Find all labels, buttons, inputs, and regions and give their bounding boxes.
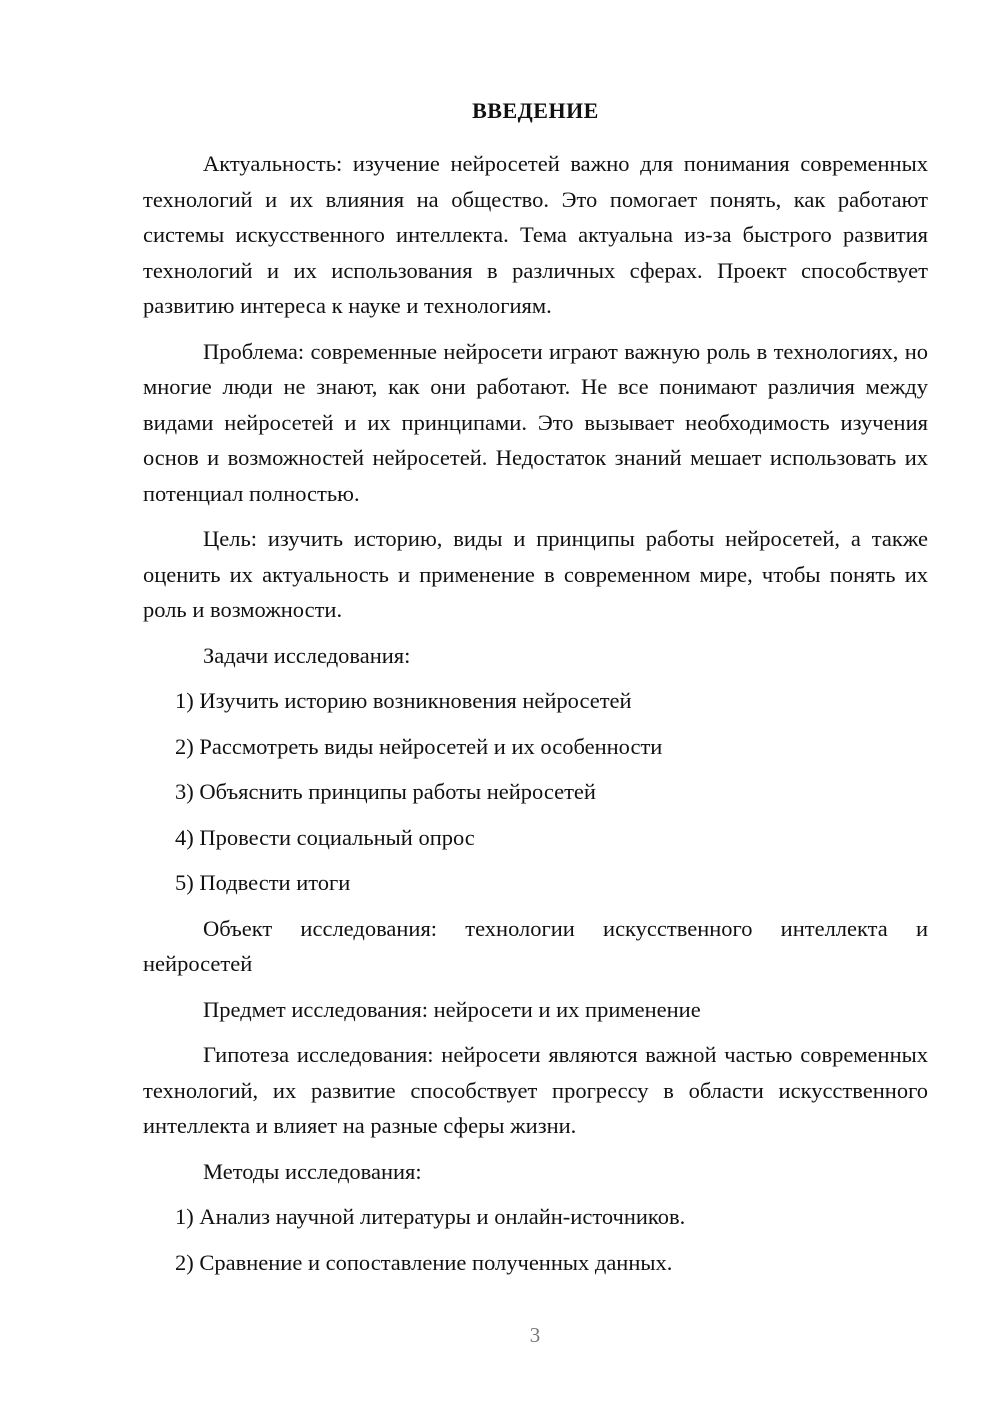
document-page: [143, 96, 928, 1290]
page-number: 3: [529, 1323, 541, 1347]
section-title: ВВЕДЕНИЕ: [472, 98, 599, 123]
methods-heading: Методы исследования:: [203, 1158, 422, 1184]
subject-paragraph: Предмет исследования: нейросети и их применение: [203, 996, 701, 1022]
task-item: 4) Провести социальный опрос: [175, 824, 475, 850]
task-item: 1) Изучить историю возникновения нейросетей: [175, 688, 632, 713]
method-item: 1) Анализ научной литературы и онлайн-источников.: [175, 1204, 686, 1229]
task-item: 5) Подвести итоги: [175, 870, 351, 895]
relevance-paragraph: Актуальность: изучение нейросетей важно для понимания современных технологий и их влияния на общество. Это помогает понять, как работают системы искусственного интеллекта. Тема актуальна из-за быстрого развития технологий и их использования в различных сферах. Проект способствует развитию интереса к науке и технологиям.: [143, 151, 928, 318]
task-item: 2) Рассмотреть виды нейросетей и их особенности: [175, 733, 663, 759]
hypothesis-paragraph: Гипотеза исследования: нейросети являются важной частью современных технологий, их развитие способствует прогрессу в области искусственного интеллекта и влияет на разные сферы жизни.: [143, 1042, 928, 1138]
task-item: 3) Объяснить принципы работы нейросетей: [175, 779, 596, 804]
method-item: 2) Сравнение и сопоставление полученных данных.: [175, 1249, 673, 1275]
object-paragraph: Объект исследования: технологии искусственного интеллекта и нейросетей: [143, 915, 928, 976]
problem-paragraph: Проблема: современные нейросети играют важную роль в технологиях, но многие люди не знают, как они работают. Не все понимают различия между видами нейросетей и их принципами. Это вызывает необходимость изучения основ и возможностей нейросетей. Недостаток знаний мешает использовать их потенциал полностью.: [143, 338, 928, 506]
tasks-heading: Задачи исследования:: [203, 642, 411, 668]
goal-paragraph: Цель: изучить историю, виды и принципы работы нейросетей, а также оценить их актуальность и применение в современном мире, чтобы понять их роль и возможности.: [143, 526, 928, 622]
